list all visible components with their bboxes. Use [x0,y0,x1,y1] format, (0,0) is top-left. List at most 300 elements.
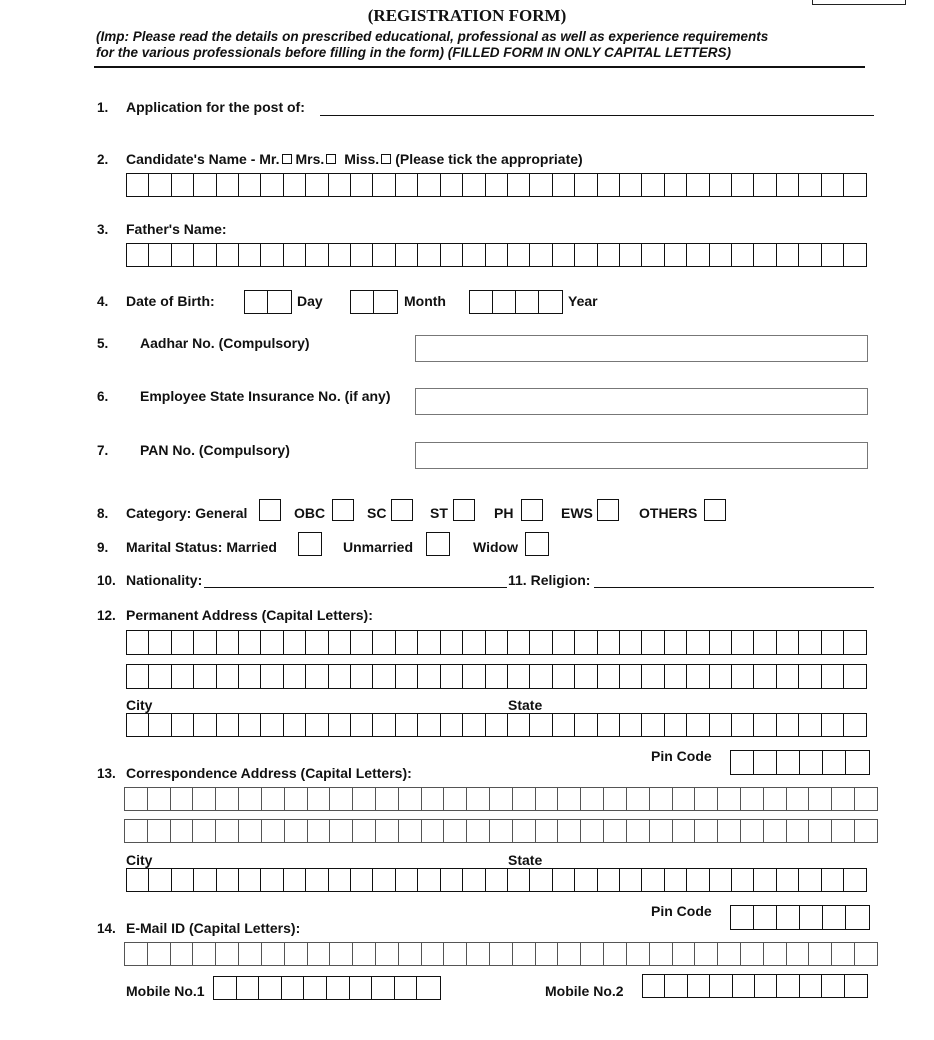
char-box[interactable] [238,664,262,689]
char-box[interactable] [238,630,262,655]
char-box[interactable] [641,243,665,267]
char-box[interactable] [507,664,531,689]
char-box[interactable] [443,942,467,966]
char-box[interactable] [740,787,764,811]
char-box[interactable] [440,173,464,197]
char-box[interactable] [350,243,374,267]
char-box[interactable] [398,787,422,811]
char-box[interactable] [395,713,419,737]
char-box[interactable] [843,664,867,689]
char-box[interactable] [597,664,621,689]
title-mrs-checkbox[interactable] [326,154,336,164]
char-box[interactable] [507,173,531,197]
char-box[interactable] [216,713,240,737]
char-box[interactable] [740,942,764,966]
char-box[interactable] [350,868,374,892]
char-box[interactable] [267,290,292,314]
char-box[interactable] [443,819,467,843]
char-box[interactable] [844,974,868,998]
char-box[interactable] [574,868,598,892]
char-box[interactable] [740,819,764,843]
category-sc-checkbox[interactable] [391,499,413,521]
char-box[interactable] [808,819,832,843]
char-box[interactable] [350,664,374,689]
char-box[interactable] [371,976,395,1000]
char-box[interactable] [124,942,148,966]
char-box[interactable] [731,243,755,267]
char-box[interactable] [821,664,845,689]
char-box[interactable] [147,819,171,843]
char-box[interactable] [798,630,822,655]
category-others-checkbox[interactable] [704,499,726,521]
candidate-name-boxes[interactable] [126,173,867,197]
char-box[interactable] [440,713,464,737]
char-box[interactable] [786,787,810,811]
char-box[interactable] [284,819,308,843]
char-box[interactable] [808,787,832,811]
char-box[interactable] [574,630,598,655]
char-box[interactable] [283,713,307,737]
char-box[interactable] [786,819,810,843]
char-box[interactable] [843,243,867,267]
char-box[interactable] [216,664,240,689]
char-box[interactable] [350,713,374,737]
char-box[interactable] [305,173,329,197]
char-box[interactable] [213,976,237,1000]
char-box[interactable] [626,787,650,811]
char-box[interactable] [619,713,643,737]
char-box[interactable] [303,976,327,1000]
char-box[interactable] [731,173,755,197]
char-box[interactable] [641,868,665,892]
char-box[interactable] [238,713,262,737]
char-box[interactable] [375,942,399,966]
char-box[interactable] [395,243,419,267]
char-box[interactable] [512,787,536,811]
char-box[interactable] [603,787,627,811]
char-box[interactable] [193,630,217,655]
char-box[interactable] [798,243,822,267]
char-box[interactable] [619,243,643,267]
char-box[interactable] [854,787,878,811]
char-box[interactable] [731,630,755,655]
char-box[interactable] [305,664,329,689]
char-box[interactable] [686,173,710,197]
correspondence-address-line-2[interactable] [124,819,878,843]
category-st-checkbox[interactable] [453,499,475,521]
char-box[interactable] [552,713,576,737]
char-box[interactable] [148,173,172,197]
char-box[interactable] [417,713,441,737]
char-box[interactable] [171,664,195,689]
char-box[interactable] [843,868,867,892]
char-box[interactable] [462,630,486,655]
char-box[interactable] [170,942,194,966]
char-box[interactable] [126,713,150,737]
char-box[interactable] [395,664,419,689]
char-box[interactable] [193,868,217,892]
char-box[interactable] [603,819,627,843]
char-box[interactable] [686,868,710,892]
char-box[interactable] [258,976,282,1000]
char-box[interactable] [776,243,800,267]
char-box[interactable] [417,630,441,655]
nationality-input-line[interactable] [204,587,507,588]
char-box[interactable] [732,974,756,998]
char-box[interactable] [672,819,696,843]
char-box[interactable] [831,942,855,966]
char-box[interactable] [580,942,604,966]
char-box[interactable] [216,173,240,197]
char-box[interactable] [641,713,665,737]
char-box[interactable] [686,713,710,737]
correspondence-address-line-1[interactable] [124,787,878,811]
char-box[interactable] [709,664,733,689]
char-box[interactable] [799,974,823,998]
char-box[interactable] [808,942,832,966]
char-box[interactable] [328,173,352,197]
char-box[interactable] [193,664,217,689]
char-box[interactable] [574,664,598,689]
char-box[interactable] [574,173,598,197]
char-box[interactable] [416,976,440,1000]
char-box[interactable] [664,173,688,197]
char-box[interactable] [466,942,490,966]
char-box[interactable] [148,868,172,892]
char-box[interactable] [352,942,376,966]
char-box[interactable] [283,173,307,197]
char-box[interactable] [373,290,398,314]
char-box[interactable] [529,630,553,655]
char-box[interactable] [417,868,441,892]
char-box[interactable] [529,868,553,892]
char-box[interactable] [664,664,688,689]
char-box[interactable] [597,243,621,267]
char-box[interactable] [552,173,576,197]
char-box[interactable] [236,976,260,1000]
correspondence-city-state-boxes[interactable] [126,868,867,892]
char-box[interactable] [672,787,696,811]
pan-input[interactable] [415,442,868,469]
char-box[interactable] [512,942,536,966]
char-box[interactable] [821,173,845,197]
char-box[interactable] [148,243,172,267]
char-box[interactable] [754,974,778,998]
char-box[interactable] [147,787,171,811]
char-box[interactable] [687,974,711,998]
char-box[interactable] [731,868,755,892]
char-box[interactable] [580,787,604,811]
char-box[interactable] [171,713,195,737]
char-box[interactable] [489,787,513,811]
char-box[interactable] [328,664,352,689]
char-box[interactable] [694,942,718,966]
char-box[interactable] [350,173,374,197]
char-box[interactable] [216,630,240,655]
char-box[interactable] [171,173,195,197]
char-box[interactable] [307,787,331,811]
aadhar-input[interactable] [415,335,868,362]
category-ews-checkbox[interactable] [597,499,619,521]
char-box[interactable] [843,713,867,737]
char-box[interactable] [350,290,375,314]
char-box[interactable] [462,173,486,197]
marital-married-checkbox[interactable] [298,532,322,556]
char-box[interactable] [260,630,284,655]
char-box[interactable] [466,819,490,843]
char-box[interactable] [238,787,262,811]
marital-widow-checkbox[interactable] [525,532,549,556]
char-box[interactable] [619,664,643,689]
char-box[interactable] [686,630,710,655]
char-box[interactable] [776,905,801,930]
char-box[interactable] [238,868,262,892]
char-box[interactable] [305,713,329,737]
char-box[interactable] [171,243,195,267]
title-miss-checkbox[interactable] [381,154,391,164]
char-box[interactable] [776,713,800,737]
char-box[interactable] [507,243,531,267]
char-box[interactable] [776,173,800,197]
father-name-boxes[interactable] [126,243,867,267]
char-box[interactable] [603,942,627,966]
char-box[interactable] [372,630,396,655]
char-box[interactable] [485,630,509,655]
char-box[interactable] [597,630,621,655]
char-box[interactable] [193,243,217,267]
char-box[interactable] [507,713,531,737]
char-box[interactable] [440,664,464,689]
char-box[interactable] [193,173,217,197]
char-box[interactable] [552,630,576,655]
char-box[interactable] [641,664,665,689]
char-box[interactable] [557,819,581,843]
char-box[interactable] [466,787,490,811]
char-box[interactable] [170,787,194,811]
char-box[interactable] [753,173,777,197]
esi-input[interactable] [415,388,868,415]
dob-day-boxes[interactable] [244,290,292,314]
char-box[interactable] [326,976,350,1000]
char-box[interactable] [440,630,464,655]
permanent-address-line-1[interactable] [126,630,867,655]
char-box[interactable] [421,942,445,966]
char-box[interactable] [597,713,621,737]
char-box[interactable] [831,787,855,811]
char-box[interactable] [372,664,396,689]
char-box[interactable] [260,868,284,892]
char-box[interactable] [329,819,353,843]
char-box[interactable] [443,787,467,811]
category-obc-checkbox[interactable] [332,499,354,521]
char-box[interactable] [798,713,822,737]
category-ph-checkbox[interactable] [521,499,543,521]
char-box[interactable] [552,243,576,267]
char-box[interactable] [328,868,352,892]
char-box[interactable] [192,787,216,811]
char-box[interactable] [462,713,486,737]
char-box[interactable] [485,868,509,892]
char-box[interactable] [171,630,195,655]
char-box[interactable] [776,974,800,998]
char-box[interactable] [552,868,576,892]
char-box[interactable] [843,173,867,197]
char-box[interactable] [515,290,540,314]
char-box[interactable] [649,787,673,811]
char-box[interactable] [507,630,531,655]
char-box[interactable] [763,819,787,843]
char-box[interactable] [462,868,486,892]
char-box[interactable] [372,713,396,737]
char-box[interactable] [283,868,307,892]
char-box[interactable] [261,819,285,843]
char-box[interactable] [126,630,150,655]
char-box[interactable] [649,942,673,966]
char-box[interactable] [440,243,464,267]
char-box[interactable] [798,664,822,689]
char-box[interactable] [329,942,353,966]
char-box[interactable] [216,868,240,892]
char-box[interactable] [753,905,778,930]
char-box[interactable] [126,243,150,267]
char-box[interactable] [126,664,150,689]
char-box[interactable] [535,942,559,966]
char-box[interactable] [664,630,688,655]
char-box[interactable] [215,819,239,843]
char-box[interactable] [664,868,688,892]
char-box[interactable] [535,787,559,811]
char-box[interactable] [822,905,847,930]
char-box[interactable] [753,750,778,775]
char-box[interactable] [574,243,598,267]
char-box[interactable] [664,974,688,998]
char-box[interactable] [786,942,810,966]
char-box[interactable] [845,905,870,930]
char-box[interactable] [126,173,150,197]
char-box[interactable] [375,819,399,843]
char-box[interactable] [124,787,148,811]
char-box[interactable] [352,819,376,843]
char-box[interactable] [686,664,710,689]
char-box[interactable] [664,243,688,267]
char-box[interactable] [731,664,755,689]
char-box[interactable] [305,243,329,267]
char-box[interactable] [394,976,418,1000]
char-box[interactable] [305,868,329,892]
char-box[interactable] [694,819,718,843]
char-box[interactable] [642,974,666,998]
char-box[interactable] [776,868,800,892]
char-box[interactable] [529,713,553,737]
char-box[interactable] [529,243,553,267]
char-box[interactable] [192,819,216,843]
char-box[interactable] [821,974,845,998]
char-box[interactable] [821,243,845,267]
char-box[interactable] [709,974,733,998]
char-box[interactable] [328,713,352,737]
char-box[interactable] [854,942,878,966]
char-box[interactable] [597,868,621,892]
char-box[interactable] [215,787,239,811]
char-box[interactable] [489,942,513,966]
char-box[interactable] [821,713,845,737]
char-box[interactable] [709,868,733,892]
char-box[interactable] [260,713,284,737]
char-box[interactable] [672,942,696,966]
char-box[interactable] [664,713,688,737]
char-box[interactable] [417,243,441,267]
char-box[interactable] [349,976,373,1000]
char-box[interactable] [776,664,800,689]
category-general-checkbox[interactable] [259,499,281,521]
char-box[interactable] [489,819,513,843]
char-box[interactable] [492,290,517,314]
char-box[interactable] [709,243,733,267]
dob-month-boxes[interactable] [350,290,398,314]
char-box[interactable] [238,243,262,267]
char-box[interactable] [821,630,845,655]
char-box[interactable] [753,243,777,267]
char-box[interactable] [261,942,285,966]
char-box[interactable] [597,173,621,197]
char-box[interactable] [170,819,194,843]
char-box[interactable] [261,787,285,811]
char-box[interactable] [574,713,598,737]
char-box[interactable] [126,868,150,892]
permanent-city-state-boxes[interactable] [126,713,867,737]
char-box[interactable] [375,787,399,811]
char-box[interactable] [421,787,445,811]
char-box[interactable] [552,664,576,689]
char-box[interactable] [281,976,305,1000]
char-box[interactable] [619,630,643,655]
char-box[interactable] [284,787,308,811]
char-box[interactable] [238,942,262,966]
char-box[interactable] [753,664,777,689]
char-box[interactable] [799,905,824,930]
char-box[interactable] [485,664,509,689]
char-box[interactable] [148,713,172,737]
religion-input-line[interactable] [594,587,874,588]
char-box[interactable] [193,713,217,737]
char-box[interactable] [753,868,777,892]
char-box[interactable] [831,819,855,843]
char-box[interactable] [215,942,239,966]
char-box[interactable] [372,173,396,197]
char-box[interactable] [529,664,553,689]
char-box[interactable] [192,942,216,966]
char-box[interactable] [328,243,352,267]
char-box[interactable] [260,664,284,689]
char-box[interactable] [626,819,650,843]
char-box[interactable] [854,819,878,843]
char-box[interactable] [753,713,777,737]
char-box[interactable] [763,942,787,966]
char-box[interactable] [283,630,307,655]
char-box[interactable] [649,819,673,843]
char-box[interactable] [626,942,650,966]
char-box[interactable] [148,630,172,655]
char-box[interactable] [535,819,559,843]
char-box[interactable] [260,173,284,197]
email-boxes[interactable] [124,942,878,966]
char-box[interactable] [686,243,710,267]
char-box[interactable] [171,868,195,892]
char-box[interactable] [512,819,536,843]
char-box[interactable] [307,819,331,843]
char-box[interactable] [238,819,262,843]
char-box[interactable] [776,630,800,655]
